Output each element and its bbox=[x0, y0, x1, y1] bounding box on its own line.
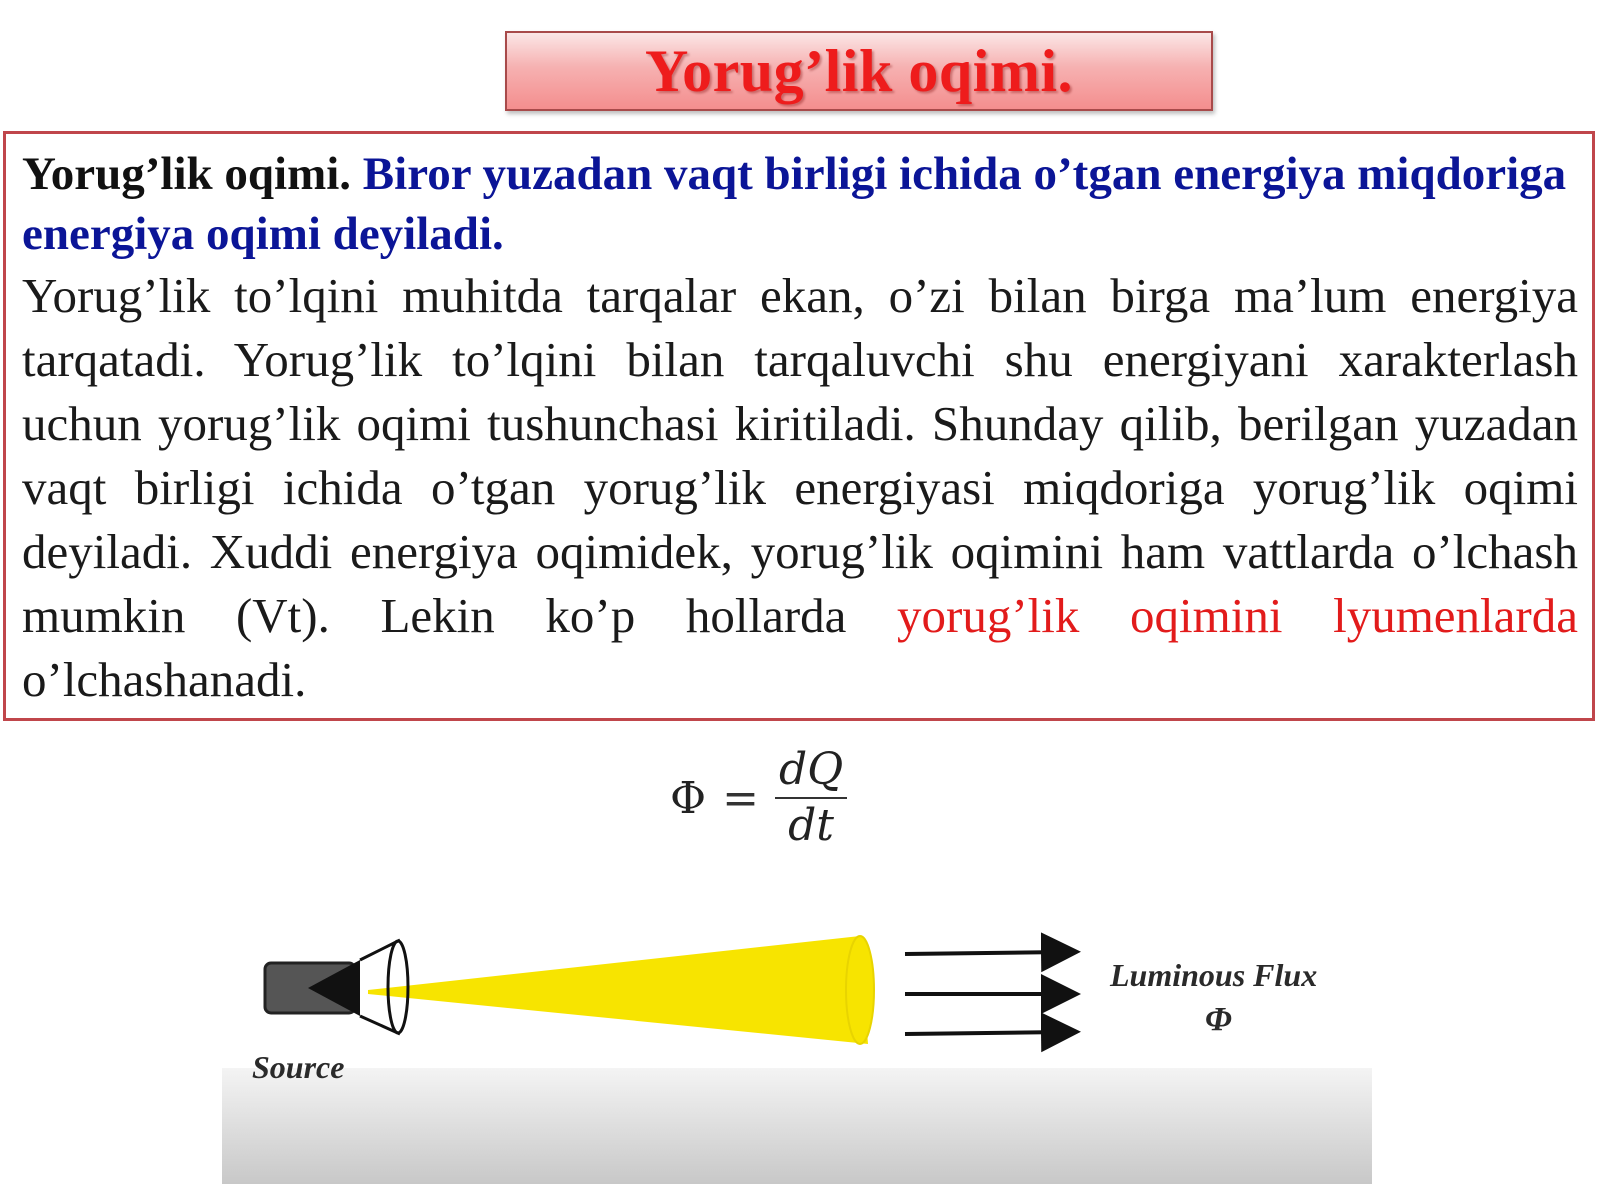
formula-fraction bbox=[773, 743, 849, 853]
formula-equals: = bbox=[722, 772, 759, 824]
flux-symbol: Φ bbox=[1205, 1001, 1232, 1038]
slide-title-box bbox=[505, 31, 1213, 111]
light-beam bbox=[368, 936, 868, 1044]
lens-icon bbox=[360, 940, 400, 1034]
highlight-text: yorug’lik oqimini lyumenlarda bbox=[897, 588, 1578, 643]
body-text: Yorug’lik to’lqini muhitda tarqalar ekan, o’zi bilan birga ma’lum energiya tarqatadi. Yorug’lik to’lqini bilan tarqaluvchi shu energiyani xarakterlash uchun yorug’lik oqimi tushunchasi kiritiladi. Shunday qilib, berilgan yuzadan vaqt birligi ichida o’tgan yorug’lik energiyasi miqdoriga yorug’lik oqimi deyiladi. Xuddi energiya oqimidek, yorug’lik oqimini ham vattlarda o’lchash mumkin (Vt). Lekin ko’p hollarda bbox=[22, 268, 1578, 643]
definition-line bbox=[22, 144, 1578, 264]
formula-phi: Φ bbox=[670, 772, 707, 824]
body-paragraph bbox=[22, 264, 1578, 712]
formula-denominator: dt bbox=[788, 800, 834, 851]
source-label: Source bbox=[252, 1049, 345, 1085]
flux-arrow-1 bbox=[905, 952, 1065, 954]
definition-term: Yorug’lik oqimi. bbox=[22, 148, 352, 200]
flux-label: Luminous Flux bbox=[1110, 957, 1318, 993]
luminous-flux-illustration bbox=[220, 930, 1400, 1185]
formula-numerator: dQ bbox=[778, 744, 844, 795]
flux-arrow-3 bbox=[905, 1032, 1065, 1034]
flux-formula bbox=[670, 738, 870, 858]
illustration-svg bbox=[220, 930, 1400, 1185]
slide-title: Yorug’lik oqimi. bbox=[644, 37, 1074, 104]
beam-end-ellipse bbox=[846, 936, 874, 1044]
content-text-box bbox=[3, 131, 1595, 721]
ending-text: o’lchashanadi. bbox=[22, 652, 307, 707]
definition-text: Biror yuzadan vaqt birligi ichida o’tgan energiya miqdoriga energiya oqimi deyiladi. bbox=[22, 148, 1567, 260]
floor-surface bbox=[222, 1068, 1372, 1184]
